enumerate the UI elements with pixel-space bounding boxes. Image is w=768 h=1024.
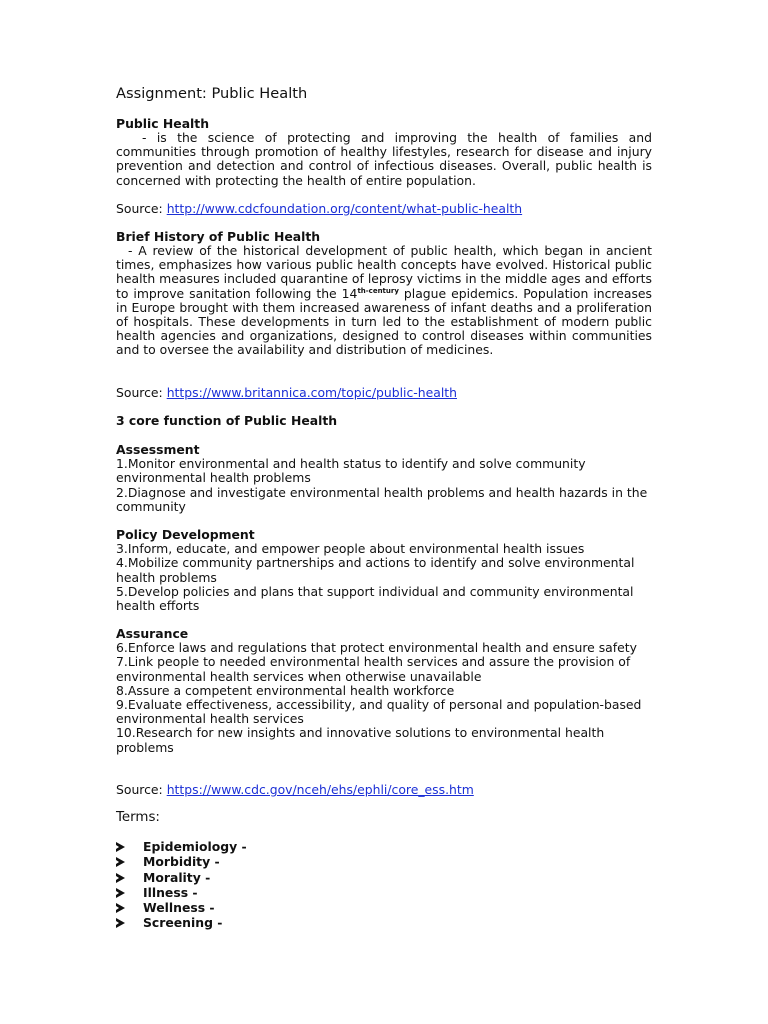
definition-body: - is the science of protecting and improving the health of families and communities through promotion of healthy lifestyles, research for disease and injury prevention and detection and control of infectious diseases. Overall, public health is concerned with protecting the health of entire population.	[116, 130, 652, 188]
terms-list	[116, 839, 652, 931]
assurance-heading: Assurance	[116, 626, 189, 641]
list-item: 2.Diagnose and investigate environmental health problems and health hazards in the community	[116, 484, 648, 514]
history-heading: Brief History of Public Health	[116, 229, 321, 244]
terms-heading: Terms:	[116, 810, 160, 825]
list-item: 4.Mobilize community partnerships and actions to identify and solve environmental health problems	[116, 555, 635, 585]
assessment-heading: Assessment	[116, 442, 200, 457]
list-item: 10.Research for new insights and innovative solutions to environmental health problems	[116, 725, 605, 755]
history-body: - A review of the historical development of public health, which began in ancient times, emphasizes how various public health concepts have evolved. Historical public health measures included quarantine of leprosy victims in the middle ages and efforts to improve sanitation following the $14^{th-century}$ plague epidemics. Population increases in Europe brought with them increased awareness of infant deaths and a proliferation of hospitals. These developments in turn led to the establishment of modern public health agencies and organizations, designed to control diseases within communities and to oversee the availability and distribution of medicines.	[116, 243, 653, 358]
history-source: Source: https://www.britannica.com/topic/public-health	[116, 385, 457, 400]
core-source: Source: https://www.cdc.gov/nceh/ehs/ephli/core_ess.htm	[116, 782, 474, 797]
list-item: 7.Link people to needed environmental health services and assure the provision of environmental health services when otherwise unavailable	[116, 654, 631, 684]
arrow-bullet-icon	[116, 857, 125, 867]
policy-heading: Policy Development	[116, 527, 255, 542]
list-item: Morbidity -	[116, 854, 652, 869]
list-item: 8.Assure a competent environmental health workforce	[116, 682, 455, 698]
core-heading: 3 core function of Public Health	[116, 413, 338, 428]
arrow-bullet-icon	[116, 918, 125, 928]
list-item: 5.Develop policies and plans that support individual and community environmental health efforts	[116, 583, 634, 614]
definition-source-link[interactable]: http://www.cdcfoundation.org/content/what-public-health	[166, 201, 523, 216]
list-item: Morality -	[116, 870, 652, 885]
list-item: 9.Evaluate effectiveness, accessibility, and quality of personal and population-based environmental health services	[116, 697, 642, 727]
definition-source: Source: http://www.cdcfoundation.org/content/what-public-health	[116, 201, 523, 216]
document-title: Assignment: Public Health	[116, 85, 308, 102]
arrow-bullet-icon	[116, 903, 125, 913]
assurance-section	[116, 627, 652, 755]
history-source-link[interactable]: https://www.britannica.com/topic/public-health	[166, 385, 457, 400]
list-item: 6.Enforce laws and regulations that protect environmental health and ensure safety	[116, 640, 637, 656]
list-item: 3.Inform, educate, and empower people about environmental health issues	[116, 541, 585, 557]
list-item: Screening -	[116, 915, 652, 930]
core-source-link[interactable]: https://www.cdc.gov/nceh/ehs/ephli/core_ess.htm	[166, 782, 474, 797]
list-item: Epidemiology -	[116, 839, 652, 854]
history-superscript: th-century	[357, 286, 399, 295]
assessment-section	[116, 443, 652, 514]
arrow-bullet-icon	[116, 873, 125, 883]
definition-heading: Public Health	[116, 116, 210, 131]
arrow-bullet-icon	[116, 888, 125, 898]
arrow-bullet-icon	[116, 842, 125, 852]
list-item: 1.Monitor environmental and health status to identify and solve community environmental health problems	[116, 456, 586, 486]
list-item: Wellness -	[116, 900, 652, 915]
list-item: Illness -	[116, 885, 652, 900]
policy-section	[116, 528, 652, 613]
